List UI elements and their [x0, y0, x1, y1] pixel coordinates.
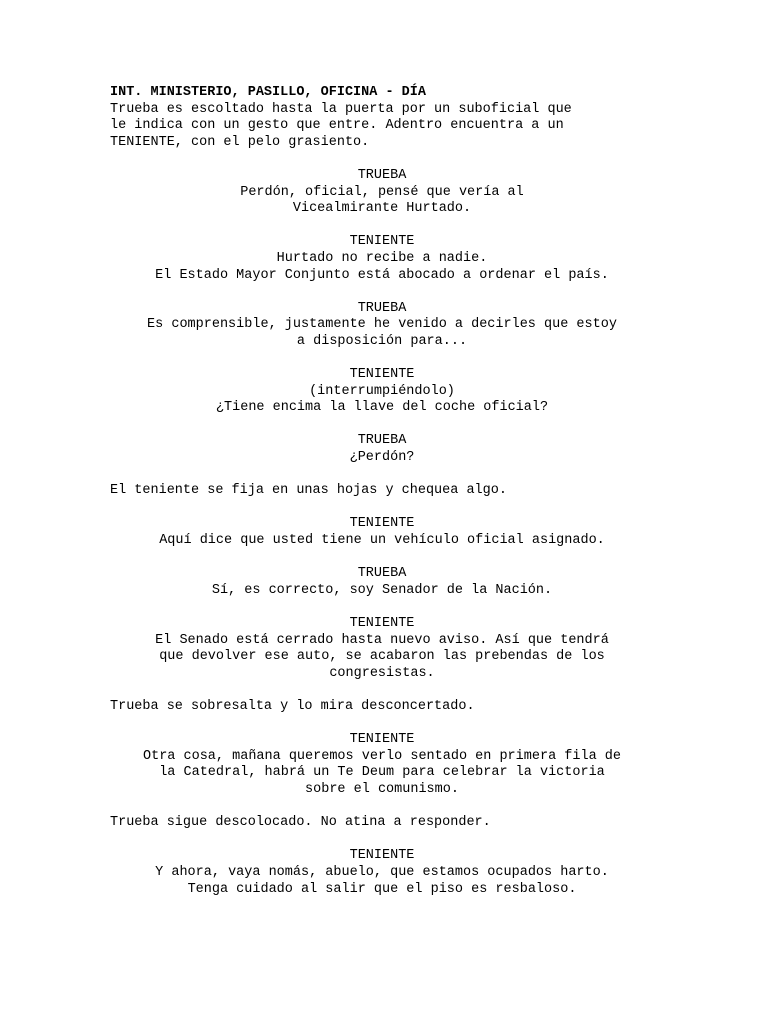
action-paragraph: [110, 815, 654, 832]
dialogue-line: Otra cosa, mañana queremos verlo sentado en primera fila de: [143, 748, 621, 764]
dialogue-line: Tenga cuidado al salir que el piso es resbaloso.: [187, 881, 577, 897]
dialogue-block: [110, 367, 654, 417]
dialogue-line: Hurtado no recibe a nadie.: [276, 250, 488, 266]
dialogue-line: El Senado está cerrado hasta nuevo aviso. Así que tendrá: [155, 632, 609, 648]
dialogue-line: Sí, es correcto, soy Senador de la Nación.: [211, 582, 553, 598]
character-name: TRUEBA: [357, 300, 407, 316]
dialogue-block: [110, 301, 654, 351]
character-name: TRUEBA: [357, 566, 407, 582]
dialogue-line: a disposición para...: [296, 333, 468, 349]
scene-heading: INT. MINISTERIO, PASILLO, OFICINA - DÍA: [110, 85, 426, 100]
dialogue-block: [110, 433, 654, 466]
action-paragraph: [110, 102, 654, 152]
action-line: TENIENTE, con el pelo grasiento.: [110, 134, 370, 150]
dialogue-line: Vicealmirante Hurtado.: [292, 201, 472, 217]
dialogue-block: [110, 848, 654, 898]
dialogue-line: Y ahora, vaya nomás, abuelo, que estamos ocupados harto.: [155, 864, 609, 880]
dialogue-line: la Catedral, habrá un Te Deum para celebrar la victoria: [159, 765, 605, 781]
dialogue-line: Aquí dice que usted tiene un vehículo oficial asignado.: [159, 533, 605, 549]
dialogue-line: sobre el comunismo.: [305, 781, 459, 797]
dialogue-block: [110, 516, 654, 549]
dialogue-line: que devolver ese auto, se acabaron las prebendas de los: [159, 649, 605, 665]
dialogue-block: [110, 616, 654, 682]
action-line: le indica con un gesto que entre. Adentro encuentra a un: [110, 118, 564, 134]
dialogue-line: Perdón, oficial, pensé que vería al: [240, 184, 524, 200]
character-name: TENIENTE: [349, 848, 415, 864]
character-name: TENIENTE: [349, 516, 415, 532]
dialogue-line: El Estado Mayor Conjunto está abocado a ordenar el país.: [155, 267, 609, 283]
dialogue-line: Es comprensible, justamente he venido a decirles que estoy: [147, 317, 617, 333]
dialogue-line: congresistas.: [329, 665, 435, 681]
action-paragraph: [110, 483, 654, 500]
action-line: El teniente se fija en unas hojas y chequea algo.: [110, 483, 507, 499]
action-line: Trueba sigue descolocado. No atina a responder.: [110, 815, 491, 831]
action-paragraph: [110, 699, 654, 716]
character-name: TENIENTE: [349, 367, 415, 383]
dialogue-line: ¿Perdón?: [349, 450, 415, 466]
action-line: Trueba se sobresalta y lo mira desconcertado.: [110, 698, 475, 714]
screenplay-blocks: [110, 102, 654, 899]
action-line: Trueba es escoltado hasta la puerta por un suboficial que: [110, 101, 572, 117]
dialogue-line: ¿Tiene encima la llave del coche oficial?: [215, 400, 549, 416]
dialogue-block: [110, 234, 654, 284]
dialogue-block: [110, 566, 654, 599]
parenthetical: (interrumpiéndolo): [309, 383, 455, 399]
character-name: TENIENTE: [349, 732, 415, 748]
dialogue-block: [110, 732, 654, 798]
screenplay-body: [110, 85, 654, 915]
character-name: TENIENTE: [349, 234, 415, 250]
dialogue-block: [110, 168, 654, 218]
character-name: TRUEBA: [357, 433, 407, 449]
character-name: TRUEBA: [357, 167, 407, 183]
character-name: TENIENTE: [349, 616, 415, 631]
